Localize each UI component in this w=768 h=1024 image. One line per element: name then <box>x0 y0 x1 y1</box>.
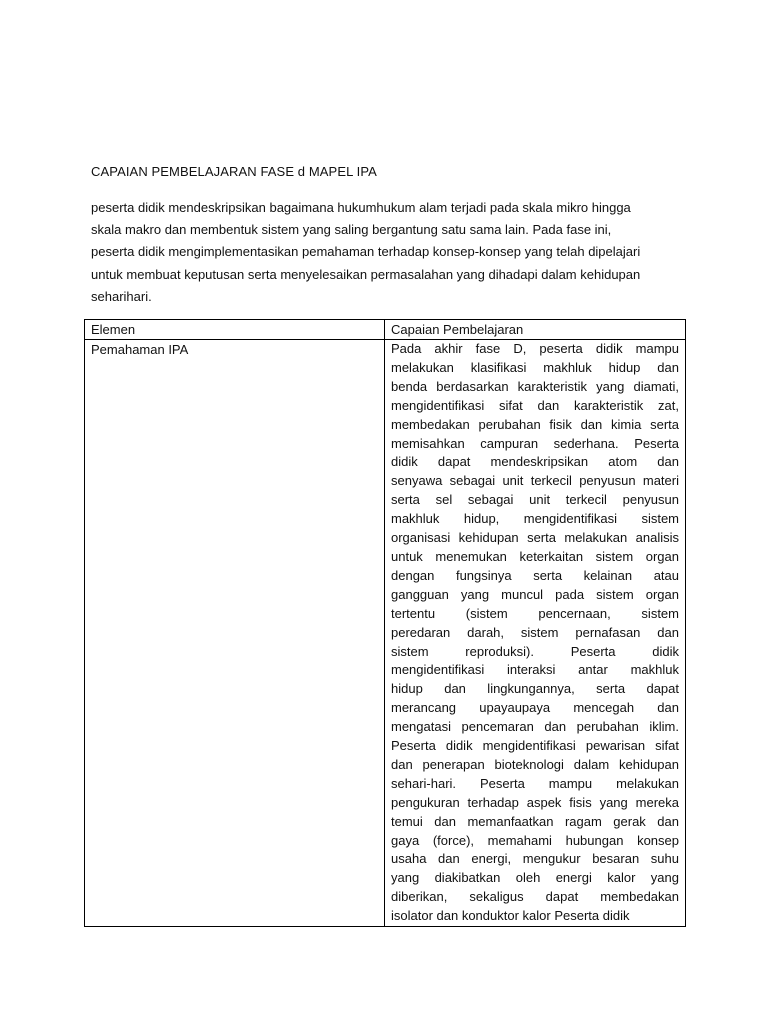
capaian-line: mengidentifikasi interaksi antar makhluk <box>391 662 679 678</box>
capaian-line: usaha dan energi, mengukur besaran suhu <box>391 851 679 867</box>
capaian-cell <box>385 340 686 927</box>
intro-line: skala makro dan membentuk sistem yang saling bergantung satu sama lain. Pada fase ini, <box>91 222 612 238</box>
header-capaian: Capaian Pembelajaran <box>385 320 686 340</box>
capaian-line: isolator dan konduktor kalor Peserta didik <box>391 908 630 924</box>
elemen-cell: Pemahaman IPA <box>85 340 385 927</box>
page-title: CAPAIAN PEMBELAJARAN FASE d MAPEL IPA <box>91 164 377 179</box>
capaian-line: mengidentifikasi sifat dan karakteristik zat, <box>391 397 679 413</box>
capaian-line: didik dapat mendeskripsikan atom dan <box>391 454 679 470</box>
capaian-line: melakukan klasifikasi makhluk hidup dan <box>391 359 679 375</box>
capaian-line: makhluk hidup, mengidentifikasi sistem <box>391 511 679 527</box>
table-header-row <box>85 320 686 340</box>
capaian-line: gaya (force), memahami hubungan konsep <box>391 832 679 848</box>
capaian-line: senyawa sebagai unit terkecil penyusun materi <box>391 473 679 489</box>
capaian-line: membedakan perubahan fisik dan kimia serta <box>391 416 679 432</box>
capaian-line: mengatasi pencemaran dan perubahan iklim. <box>391 719 679 735</box>
intro-paragraph <box>91 197 687 308</box>
capaian-line: sistem reproduksi). Peserta didik <box>391 643 679 659</box>
capaian-table <box>84 319 686 927</box>
intro-line: seharihari. <box>91 288 152 304</box>
capaian-line: dengan fungsinya serta kelainan atau <box>391 567 679 583</box>
capaian-line: organisasi kehidupan serta melakukan analisis <box>391 530 679 546</box>
capaian-line: peredaran darah, sistem pernafasan dan <box>391 624 679 640</box>
capaian-line: serta sel sebagai unit terkecil penyusun <box>391 492 679 508</box>
intro-line: peserta didik mengimplementasikan pemahaman terhadap konsep-konsep yang telah dipelajari <box>91 244 641 260</box>
intro-line: untuk membuat keputusan serta menyelesaikan permasalahan yang dihadapi dalam kehidupan <box>91 266 641 282</box>
capaian-line: Pada akhir fase D, peserta didik mampu <box>391 341 679 356</box>
capaian-line: dan penerapan bioteknologi dalam kehidupan <box>391 756 679 772</box>
capaian-line: Peserta didik mengidentifikasi pewarisan sifat <box>391 738 679 754</box>
capaian-line: diberikan, sekaligus dapat membedakan <box>391 889 679 905</box>
capaian-line: sehari-hari. Peserta mampu melakukan <box>391 775 679 791</box>
capaian-line: hidup dan lingkungannya, serta dapat <box>391 681 679 697</box>
capaian-line: gangguan yang muncul pada sistem organ <box>391 586 679 602</box>
capaian-line: untuk menemukan keterkaitan sistem organ <box>391 548 679 564</box>
header-elemen: Elemen <box>85 320 385 340</box>
table-row <box>85 340 686 927</box>
capaian-line: memisahkan campuran sederhana. Peserta <box>391 435 679 451</box>
capaian-line: benda berdasarkan karakteristik yang diamati, <box>391 378 679 394</box>
capaian-line: pengukuran terhadap aspek fisis yang mereka <box>391 794 679 810</box>
capaian-line: temui dan memanfaatkan ragam gerak dan <box>391 813 679 829</box>
capaian-line: merancang upayaupaya mencegah dan <box>391 700 679 716</box>
intro-line: peserta didik mendeskripsikan bagaimana hukumhukum alam terjadi pada skala mikro hingga <box>91 200 631 215</box>
capaian-line: yang diakibatkan oleh energi kalor yang <box>391 870 679 886</box>
capaian-line: tertentu (sistem pencernaan, sistem <box>391 605 679 621</box>
